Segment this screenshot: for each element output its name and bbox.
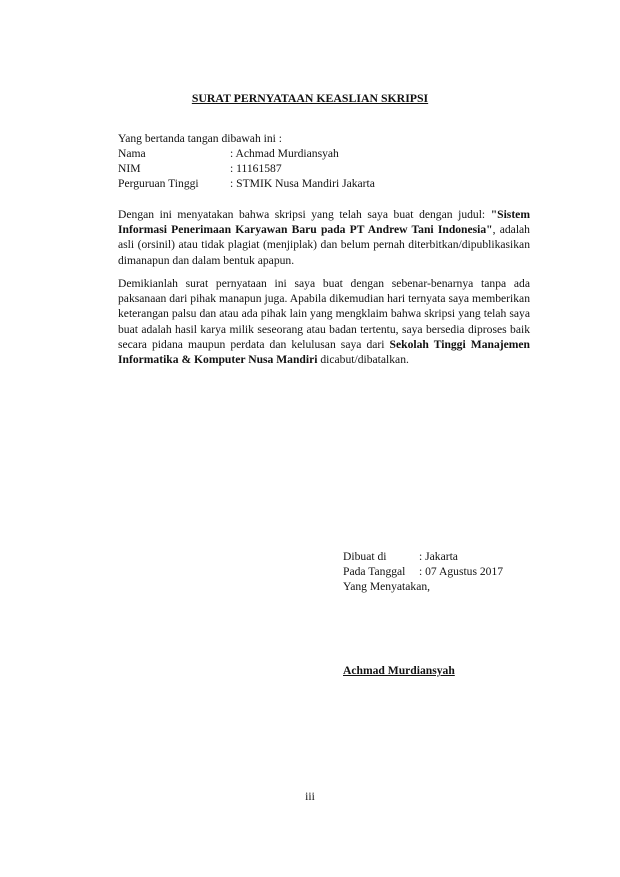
field-value-name: : Achmad Murdiansyah xyxy=(230,147,339,160)
intro-text: Yang bertanda tangan dibawah ini : xyxy=(118,132,282,145)
paragraph1-text-before: Dengan ini menyatakan bahwa skripsi yang telah saya buat dengan judul: xyxy=(118,208,491,221)
field-label-university: Perguruan Tinggi xyxy=(118,177,199,191)
field-label-name: Nama xyxy=(118,147,146,160)
thesis-title: "Sistem Informasi Penerimaan Karyawan Baru pada PT Andrew Tani Indonesia" xyxy=(118,208,530,237)
field-value-nim: : 11161587 xyxy=(230,162,282,176)
paragraph2-text-after: dicabut/dibatalkan. xyxy=(317,353,409,367)
closing-paragraph xyxy=(118,276,530,367)
institution-name: Sekolah Tinggi Manajemen Informatika & Komputer Nusa Mandiri xyxy=(118,337,530,367)
document-title: SURAT PERNYATAAN KEASLIAN SKRIPSI xyxy=(191,91,429,105)
field-value-university: : STMIK Nusa Mandiri Jakarta xyxy=(230,177,375,191)
signature-block xyxy=(343,549,543,595)
signature-place-label: Dibuat di xyxy=(343,550,387,563)
signature-date-row xyxy=(343,564,543,579)
signature-date-label: Pada Tanggal xyxy=(343,565,406,579)
signature-date-value: : 07 Agustus 2017 xyxy=(419,565,504,579)
signature-place-value: : Jakarta xyxy=(419,550,458,563)
page-number: iii xyxy=(305,790,315,803)
field-row-nim xyxy=(118,161,518,176)
paragraph1-text-after: , adalah asli (orsinil) atau tidak plagiat (menjiplak) dan belum pernah diterbitkan/dipublikasikan dimanapun dan dalam bentuk apapun. xyxy=(118,223,530,267)
field-row-university xyxy=(118,176,518,191)
paragraph2-text-before: Demikianlah surat pernyataan ini saya buat dengan sebenar-benarnya tanpa ada paksanaan dari pihak manapun juga. Apabila dikemudian hari ternyata saya memberikan keterangan palsu dan atau ada pihak lain yang mengklaim bahwa skripsi yang telah saya buat adalah hasil karya milik seseorang atau badan tertentu, saya bersedia diproses baik secara pidana maupun perdata dan kelulusan saya dari xyxy=(118,277,530,351)
signature-statement: Yang Menyatakan, xyxy=(343,580,431,594)
signature-place-row xyxy=(343,549,543,564)
field-row-name xyxy=(118,146,518,161)
declaration-paragraph xyxy=(118,207,530,268)
signer-name: Achmad Murdiansyah xyxy=(343,664,455,677)
field-label-nim: NIM xyxy=(118,162,141,176)
identity-fields xyxy=(118,146,518,192)
